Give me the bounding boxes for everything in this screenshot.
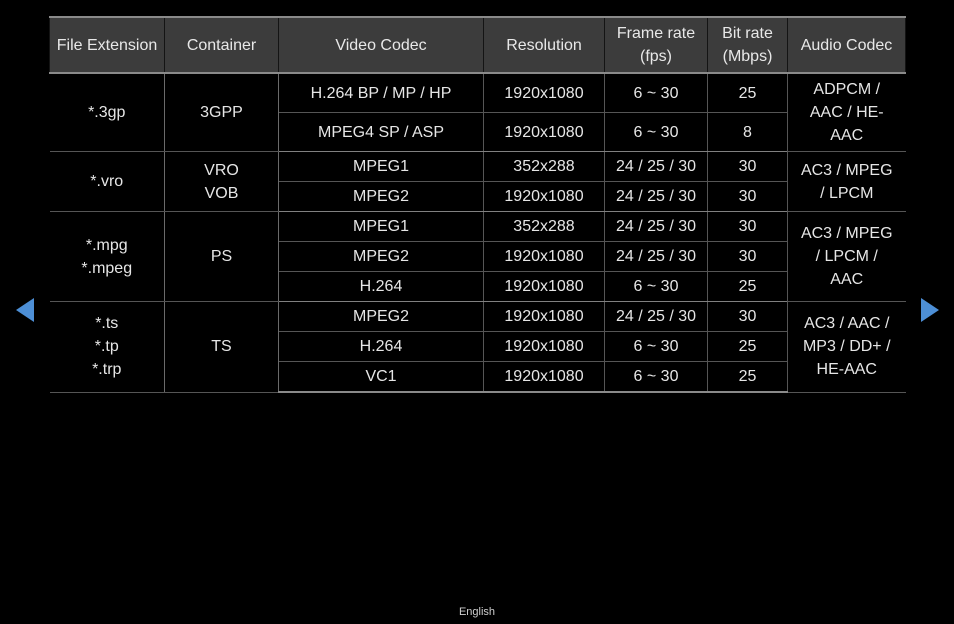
- resolution-cell: 1920x1080: [484, 73, 605, 113]
- video-codec-cell: H.264: [279, 272, 484, 302]
- audio-codec-text: AAC: [830, 271, 864, 288]
- video-codec-cell: MPEG1: [279, 212, 484, 242]
- header-file-extension-label: File Extension: [56, 36, 158, 54]
- resolution-cell: 1920x1080: [484, 362, 605, 393]
- audio-codec-text: AC3 / MPEG: [800, 161, 893, 179]
- header-audio-codec: [788, 17, 906, 73]
- table-header-row: [50, 17, 906, 73]
- container-text: 3GPP: [200, 104, 243, 121]
- file-extension-text: *.trp: [92, 361, 122, 379]
- codec-spec-table: [49, 16, 906, 393]
- header-frame-rate: [605, 17, 708, 73]
- frame-rate-cell: 24 / 25 / 30: [605, 152, 708, 182]
- container-cell: [165, 212, 279, 302]
- file-extension-text: *.tp: [94, 338, 119, 356]
- audio-codec-text: / LPCM: [820, 184, 874, 202]
- audio-codec-cell: [788, 302, 906, 393]
- bit-rate-cell: 25: [708, 272, 788, 302]
- header-resolution: [484, 17, 605, 73]
- resolution-cell: 1920x1080: [484, 113, 605, 152]
- file-extension-text: *.ts: [95, 315, 119, 333]
- resolution-cell: 1920x1080: [484, 242, 605, 272]
- table-row: [50, 302, 906, 332]
- header-container: [165, 17, 279, 73]
- resolution-cell: 1920x1080: [484, 332, 605, 362]
- resolution-cell: 352x288: [484, 212, 605, 242]
- table-row: [50, 152, 906, 182]
- container-text: VRO: [204, 161, 239, 179]
- footer-language-label: English: [458, 606, 496, 618]
- audio-codec-text: AAC: [830, 127, 864, 144]
- container-text: VOB: [204, 184, 239, 202]
- audio-codec-text: / LPCM /: [815, 248, 878, 265]
- video-codec-cell: MPEG2: [279, 302, 484, 332]
- frame-rate-cell: 6 ~ 30: [605, 332, 708, 362]
- frame-rate-cell: 24 / 25 / 30: [605, 212, 708, 242]
- frame-rate-cell: 24 / 25 / 30: [605, 302, 708, 332]
- video-codec-cell: VC1: [279, 362, 484, 393]
- audio-codec-text: AC3 / MPEG: [800, 225, 893, 242]
- container-text: TS: [211, 338, 232, 356]
- audio-codec-cell: [788, 152, 906, 212]
- audio-codec-text: MP3 / DD+ /: [802, 338, 891, 356]
- file-extension-text: *.vro: [90, 173, 124, 190]
- video-codec-cell: H.264: [279, 332, 484, 362]
- bit-rate-cell: 30: [708, 182, 788, 212]
- header-frame-rate-label: Frame rate: [616, 25, 696, 42]
- bit-rate-cell: 8: [708, 113, 788, 152]
- frame-rate-cell: 6 ~ 30: [605, 113, 708, 152]
- triangle-left-icon[interactable]: [16, 298, 34, 322]
- triangle-right-icon[interactable]: [921, 298, 939, 322]
- video-codec-cell: MPEG1: [279, 152, 484, 182]
- header-file-extension: [50, 17, 165, 73]
- audio-codec-text: HE-AAC: [816, 361, 877, 379]
- header-bit-rate-unit: (Mbps): [722, 48, 773, 65]
- file-extension-text: *.3gp: [88, 104, 126, 121]
- video-codec-cell: H.264 BP / MP / HP: [279, 73, 484, 113]
- audio-codec-cell: [788, 212, 906, 302]
- table-row: [50, 73, 906, 113]
- file-extension-text: *.mpeg: [81, 259, 133, 277]
- container-cell: [165, 73, 279, 152]
- header-container-label: Container: [186, 36, 257, 54]
- container-text: PS: [210, 248, 233, 265]
- header-bit-rate: [708, 17, 788, 73]
- bit-rate-cell: 25: [708, 362, 788, 393]
- bit-rate-cell: 25: [708, 73, 788, 113]
- video-codec-cell: MPEG2: [279, 182, 484, 212]
- frame-rate-cell: 24 / 25 / 30: [605, 242, 708, 272]
- file-extension-cell: [50, 73, 165, 152]
- bit-rate-cell: 30: [708, 152, 788, 182]
- bit-rate-cell: 30: [708, 242, 788, 272]
- resolution-cell: 1920x1080: [484, 272, 605, 302]
- resolution-cell: 1920x1080: [484, 302, 605, 332]
- resolution-cell: 352x288: [484, 152, 605, 182]
- header-resolution-label: Resolution: [506, 36, 582, 54]
- bit-rate-cell: 30: [708, 302, 788, 332]
- file-extension-cell: [50, 212, 165, 302]
- resolution-cell: 1920x1080: [484, 182, 605, 212]
- container-cell: [165, 152, 279, 212]
- table-row: [50, 212, 906, 242]
- file-extension-text: *.mpg: [85, 236, 128, 254]
- header-audio-codec-label: Audio Codec: [800, 36, 893, 54]
- frame-rate-cell: 6 ~ 30: [605, 73, 708, 113]
- bit-rate-cell: 30: [708, 212, 788, 242]
- audio-codec-text: ADPCM /: [813, 81, 881, 98]
- file-extension-cell: [50, 302, 165, 393]
- audio-codec-cell: [788, 73, 906, 152]
- header-frame-rate-unit: (fps): [640, 48, 672, 65]
- header-video-codec: [279, 17, 484, 73]
- video-codec-cell: MPEG2: [279, 242, 484, 272]
- container-cell: [165, 302, 279, 393]
- header-video-codec-label: Video Codec: [335, 36, 427, 54]
- video-codec-cell: MPEG4 SP / ASP: [279, 113, 484, 152]
- header-bit-rate-label: Bit rate: [722, 25, 773, 42]
- frame-rate-cell: 24 / 25 / 30: [605, 182, 708, 212]
- audio-codec-text: AC3 / AAC /: [804, 315, 890, 333]
- frame-rate-cell: 6 ~ 30: [605, 362, 708, 393]
- audio-codec-text: AAC / HE-: [809, 104, 884, 121]
- bit-rate-cell: 25: [708, 332, 788, 362]
- frame-rate-cell: 6 ~ 30: [605, 272, 708, 302]
- file-extension-cell: [50, 152, 165, 212]
